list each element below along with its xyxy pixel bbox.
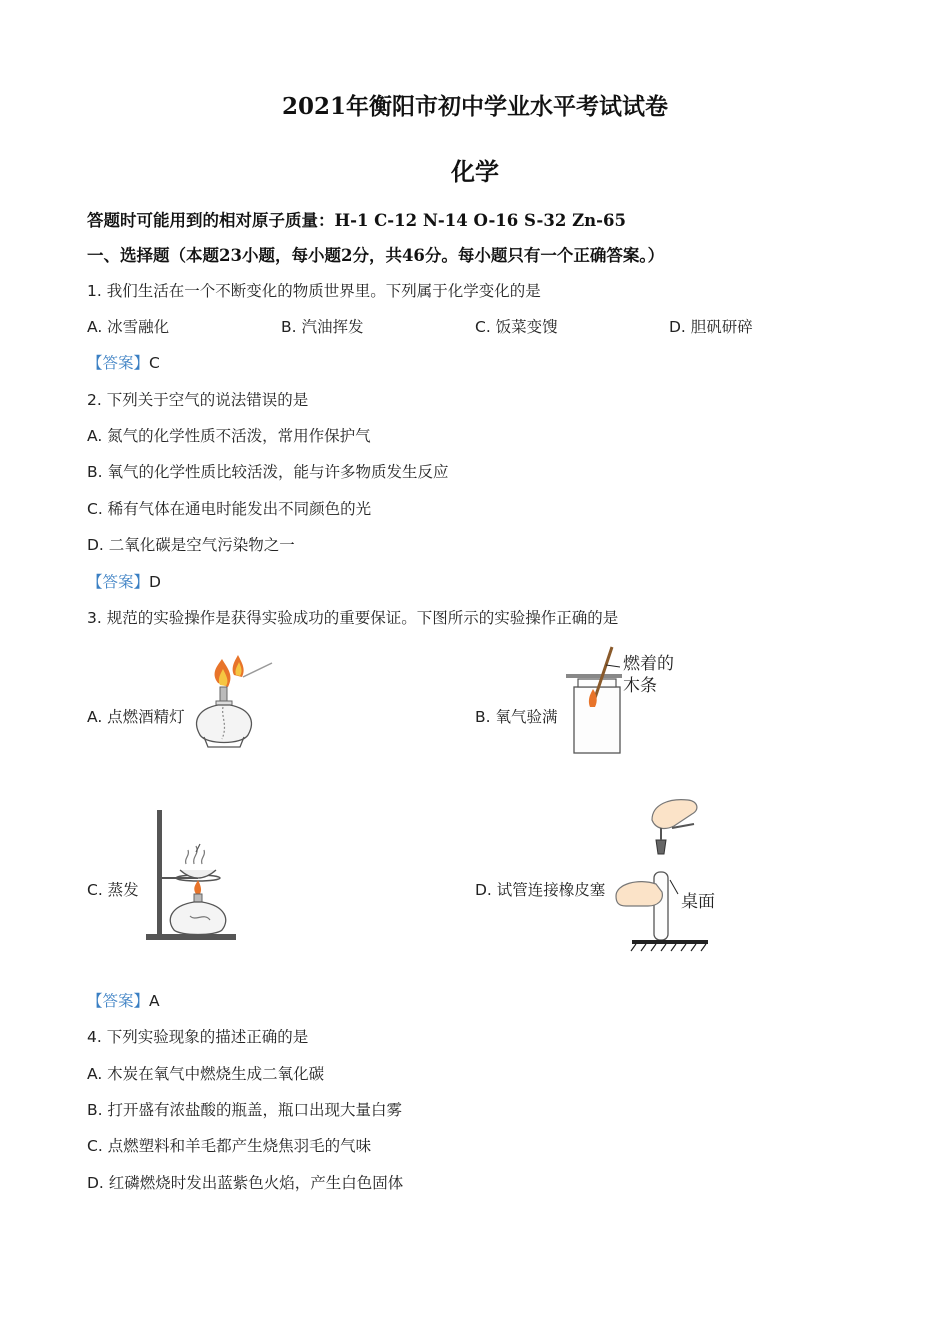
q2-option-c: C. 稀有气体在通电时能发出不同颜色的光: [87, 500, 372, 518]
desk-surface: [632, 940, 708, 944]
answer-tag: 【答案】: [87, 354, 150, 372]
q1-option-c: C. 饭菜变馊: [475, 318, 558, 336]
atomic-masses-line: 答题时可能用到的相对原子质量：H-1 C-12 N-14 O-16 S-32 Zn-65: [87, 211, 626, 230]
q2-option-d: D. 二氧化碳是空气污染物之一: [87, 536, 295, 554]
wick-holder: [220, 687, 227, 701]
steam-icon: [186, 846, 205, 864]
q2-answer-value: D: [149, 573, 161, 591]
gas-bottle: [574, 687, 620, 753]
q4-option-a: A. 木炭在氧气中燃烧生成二氧化碳: [87, 1065, 325, 1083]
figure-a-alcohol-lamp: [188, 655, 278, 757]
q1-answer: [87, 351, 160, 373]
q2-stem: 2. 下列关于空气的说法错误的是: [87, 391, 309, 409]
q4-option-b: B. 打开盛有浓盐酸的瓶盖，瓶口出现大量白雾: [87, 1101, 402, 1119]
q2-option-b: B. 氧气的化学性质比较活泼，能与许多物质发生反应: [87, 463, 449, 481]
stand-rod: [157, 810, 162, 936]
q4-option-c: C. 点燃塑料和羊毛都产生烧焦羽毛的气味: [87, 1137, 372, 1155]
q1-option-d: D. 胆矾研碎: [669, 318, 753, 336]
q2-option-a: A. 氮气的化学性质不活泼，常用作保护气: [87, 427, 371, 445]
q3-option-d: D. 试管连接橡皮塞: [475, 881, 606, 899]
q1-stem: 1. 我们生活在一个不断变化的物质世界里。下列属于化学变化的是: [87, 282, 541, 300]
fig-b-label-2: 木条: [623, 676, 657, 696]
q2-answer: [87, 570, 161, 592]
q1-option-b: B. 汽油挥发: [281, 318, 364, 336]
figure-d-test-tube: [612, 796, 712, 952]
q3-stem: 3. 规范的实验操作是获得实验成功的重要保证。下图所示的实验操作正确的是: [87, 609, 619, 627]
glass-plate: [566, 674, 622, 678]
figure-c-evaporation: [140, 808, 242, 946]
exam-title: 2021年衡阳市初中学业水平考试试卷: [281, 93, 668, 120]
fig-d-label: 桌面: [681, 892, 715, 912]
rubber-stopper: [656, 840, 666, 854]
answer-tag: 【答案】: [87, 573, 150, 591]
match-stick: [243, 663, 272, 677]
fig-b-label-1: 燃着的: [623, 654, 674, 674]
evaporating-dish: [180, 870, 216, 878]
q1-answer-value: C: [149, 354, 160, 372]
q3-answer: [87, 989, 160, 1011]
q4-option-d: D. 红磷燃烧时发出蓝紫色火焰，产生白色固体: [87, 1174, 404, 1192]
subject-title: 化学: [451, 157, 499, 186]
label-pointer: [606, 665, 620, 667]
lamp-flame-icon: [194, 880, 201, 894]
q3-option-b: B. 氧气验满: [475, 708, 558, 726]
q3-answer-value: A: [149, 992, 160, 1010]
section-heading: 一、选择题（本题23小题，每小题2分，共46分。每小题只有一个正确答案。）: [87, 246, 665, 265]
q1-option-a: A. 冰雪融化: [87, 318, 170, 336]
q3-option-c: C. 蒸发: [87, 881, 139, 899]
answer-tag: 【答案】: [87, 992, 150, 1010]
q4-stem: 4. 下列实验现象的描述正确的是: [87, 1028, 309, 1046]
lower-hand-icon: [616, 882, 662, 906]
q3-option-a: A. 点燃酒精灯: [87, 708, 185, 726]
test-tube: [654, 872, 668, 940]
